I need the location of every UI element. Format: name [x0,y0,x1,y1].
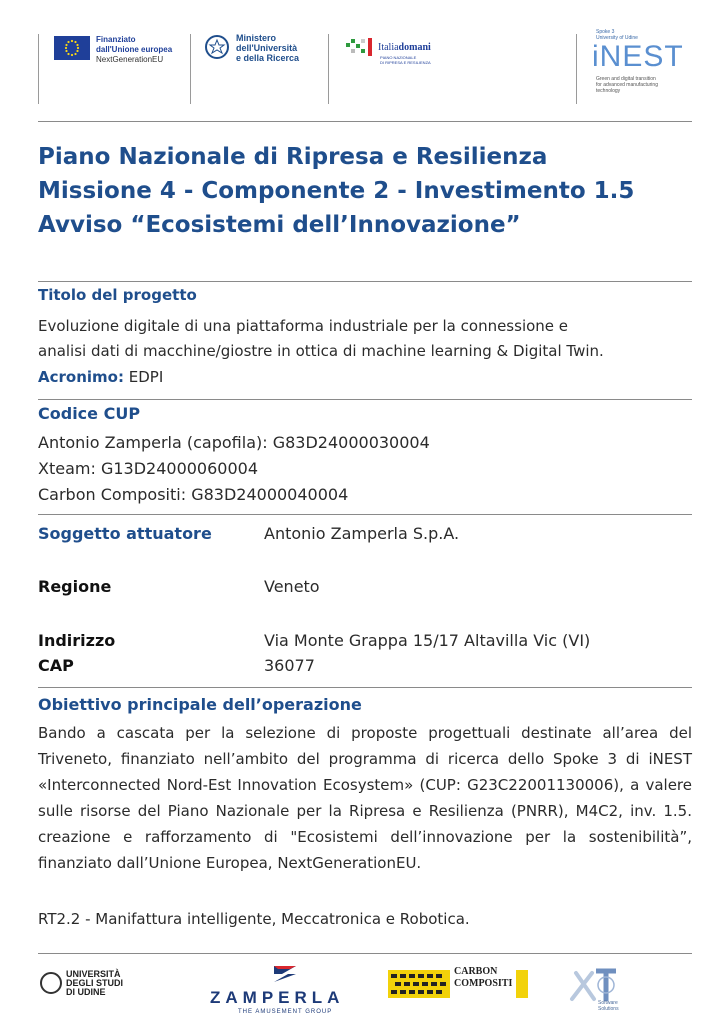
cup-line: Antonio Zamperla (capofila): G83D24000030004 [38,433,430,452]
inest-tag3: technology [596,88,621,94]
regione-value: Veneto [264,577,320,596]
separator [576,34,577,104]
xteam-line2: Solutions [598,1006,619,1012]
eu-flag-icon [54,36,90,60]
soggetto-label: Soggetto attuatore [38,524,212,543]
carbon-line2: COMPOSITI [454,978,513,989]
mur-line1: Ministero [236,33,277,43]
title-line2: Missione 4 - Componente 2 - Investimento 1.5 [38,178,635,204]
xteam-subtitle [598,1000,619,1012]
eu-line2: dall'Unione europea [96,45,173,54]
acronym-row [38,368,163,386]
title-line3: Avviso “Ecosistemi dell’Innovazione” [38,212,521,238]
divider [38,281,692,282]
uniud-logo-text [66,970,123,997]
divider [38,514,692,515]
objective-label: Obiettivo principale dell’operazione [38,695,362,714]
zamperla-z-icon [270,963,300,989]
eu-line3: NextGenerationEU [96,55,164,64]
divider [38,687,692,688]
divider [38,121,692,122]
zamperla-wordmark: ZAMPERLA [210,988,345,1007]
project-title-text [38,314,604,364]
regione-label: Regione [38,577,112,596]
inest-tag1: Green and digital transition [596,76,656,82]
project-line1: Evoluzione digitale di una piattaforma industriale per la connessione e [38,317,569,335]
zamperla-subtitle: THE AMUSEMENT GROUP [238,1009,333,1015]
cup-label: Codice CUP [38,404,141,423]
separator [190,34,191,104]
mur-line3: e della Ricerca [236,53,300,63]
cup-line: Xteam: G13D24000060004 [38,459,258,478]
cap-label: CAP [38,656,74,675]
separator [38,34,39,104]
inest-tag2: for advanced manufacturing [596,82,658,88]
indirizzo-label: Indirizzo [38,631,116,650]
carbon-line1: CARBON [454,966,498,977]
title-line1: Piano Nazionale di Ripresa e Resilienza [38,144,548,170]
eu-line1: Finanziato [96,35,136,44]
uniud-seal-icon [40,972,62,994]
italiadomani-icon [344,37,374,59]
italiadomani-name [378,42,431,53]
inest-logo: iNEST [592,40,684,73]
eu-funding-text [96,35,172,65]
carbon-compositi-text [454,966,512,990]
mur-logo-text [236,33,299,63]
inest-university: University of Udine [596,35,638,41]
italiadomani-sub2: DI RIPRESA E RESILIENZA [380,60,431,65]
xteam-line1: Software [598,1000,618,1006]
italiadomani-subtitle [380,55,450,65]
divider [38,953,692,954]
inest-tagline [596,76,696,94]
italian-emblem-icon [205,35,229,59]
separator [328,34,329,104]
uniud-line1: UNIVERSITÀ [66,969,121,979]
uniud-line2: DEGLI STUDI [66,978,124,988]
soggetto-value: Antonio Zamperla S.p.A. [264,524,460,543]
mur-line2: dell'Università [236,43,298,53]
inest-spoke: Spoke 3 [596,29,615,35]
divider [38,399,692,400]
cap-value: 36077 [264,656,315,675]
cup-line: Carbon Compositi: G83D24000040004 [38,485,349,504]
header-logo-bar [0,0,728,110]
italiadomani-sub1: PIANO NAZIONALE [380,55,417,60]
italiadomani-name-b: domani [398,42,431,53]
acronym-value: EDPI [128,368,164,386]
uniud-line3: DI UDINE [66,987,106,997]
project-line2: analisi dati di macchine/giostre in ottica di machine learning & Digital Twin. [38,342,604,360]
project-title-label: Titolo del progetto [38,286,197,304]
italiadomani-name-a: Italia [378,42,399,53]
acronym-label: Acronimo: [38,368,124,386]
objective-paragraph: Bando a cascata per la selezione di proposte progettuali destinate all’area del Triveneto, finanziato nell’ambito del programma di ricerca dello Spoke 3 di iNEST «Interconnected Nord-Est Innovation Ecosystem» (CUP: G23C22001130006), a valere sulle risorse del Piano Nazionale per la Ripresa e Resilienza (PNRR), M4C2, inv. 1.5. creazione e rafforzamento di "Ecosistemi dell’innovazione per la sostenibilità”, finanziato dall’Unione Europea, NextGenerationEU. [38,724,692,872]
cup-list [38,430,430,508]
indirizzo-value: Via Monte Grappa 15/17 Altavilla Vic (VI) [264,631,591,650]
document-title [38,140,634,242]
objective-rt: RT2.2 - Manifattura intelligente, Meccatronica e Robotica. [38,910,470,928]
